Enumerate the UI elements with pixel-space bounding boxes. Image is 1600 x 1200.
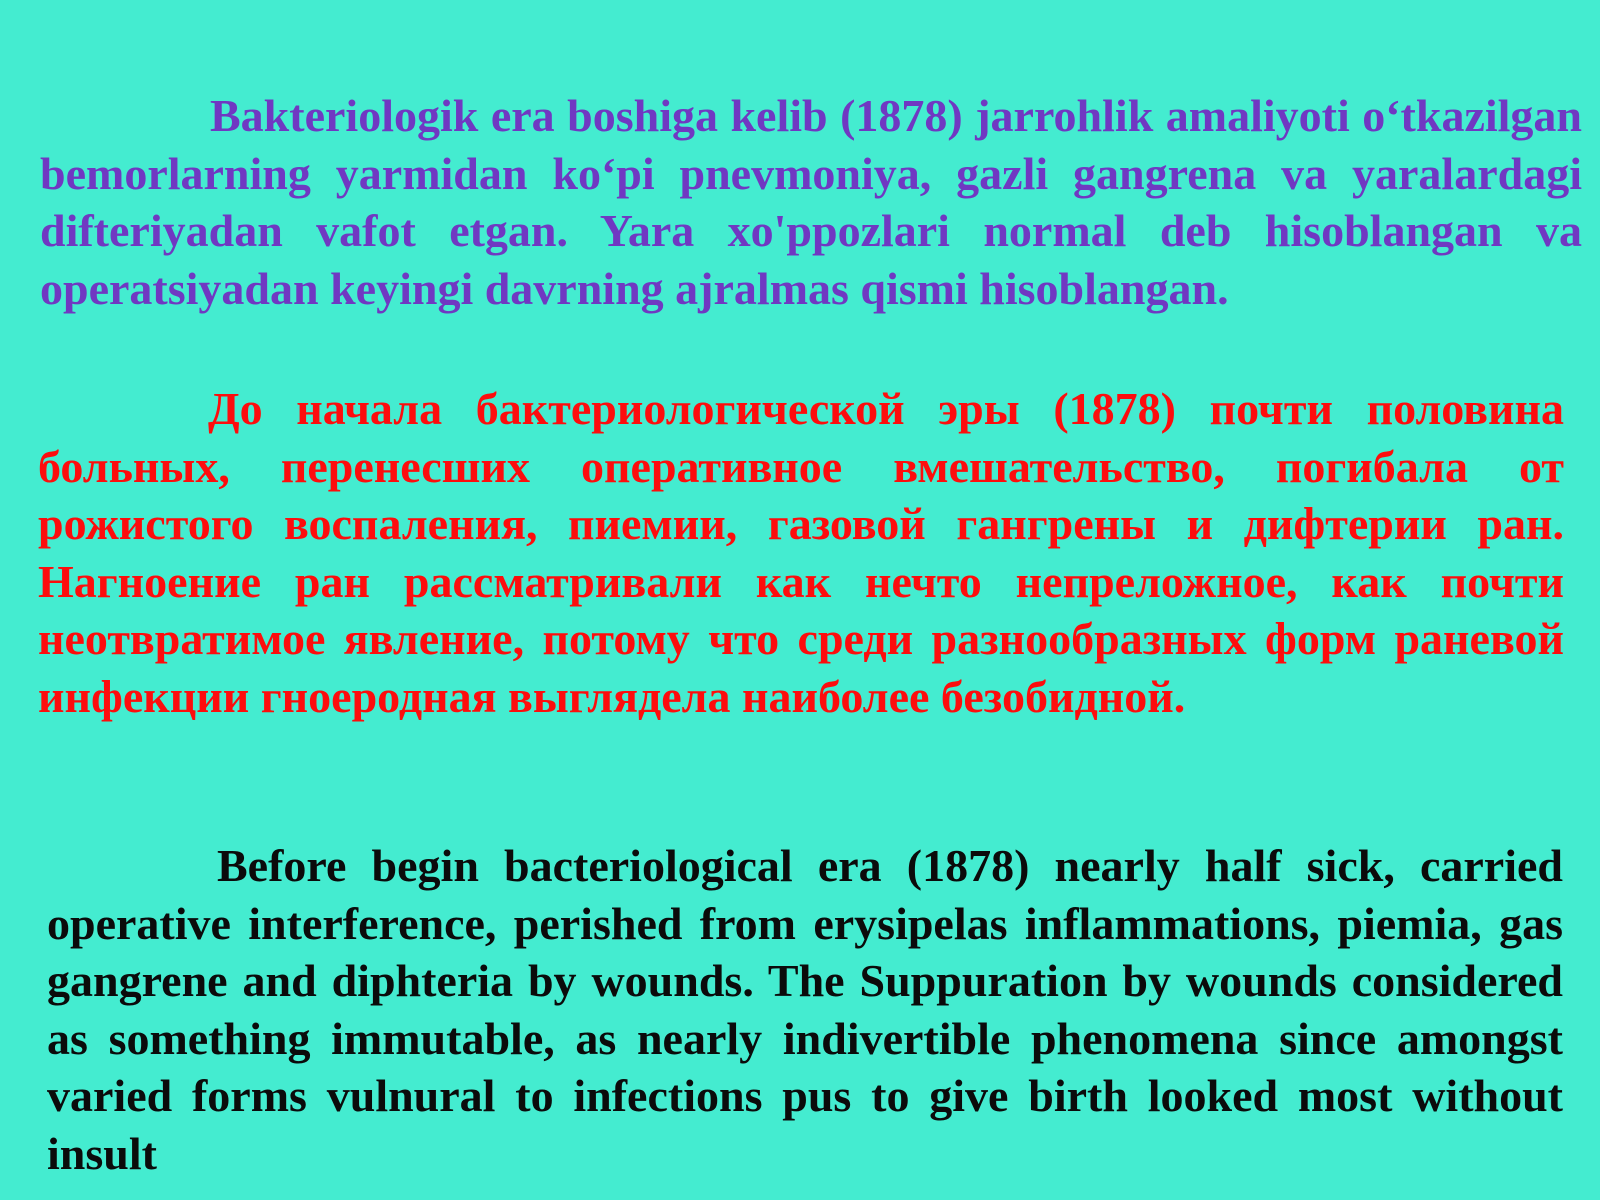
uzbek-paragraph: Bakteriologik era boshiga kelib (1878) jarrohlik amaliyoti o‘tkazilgan bemorlarning yarmidan ko‘pi pnevmoniya, gazli gangrena va yaralardagi difteriyadan vafot etgan. Yara xo'ppozlari normal deb hisoblangan va operatsiyadan keyingi davrning ajralmas qismi hisoblangan.: [40, 90, 1582, 314]
english-paragraph: Before begin bacteriological era (1878) nearly half sick, carried operative interference, perished from erysipelas inflammations, piemia, gas gangrene and diphteria by wounds. The Suppuration by wounds considered as something immutable, as nearly indivertible phenomena since amongst varied forms vulnural to infections pus to give birth looked most without insult: [47, 840, 1563, 1179]
russian-paragraph: До начала бактериологической эры (1878) почти половина больных, перенесших оперативное вмешательство, погибала от рожистого воспаления, пиемии, газовой гангрены и дифтерии ран. Нагноение ран рассматривали как нечто непреложное, как почти неотвратимое явление, потому что среди разнообразных форм раневой инфекции гноеродная выглядела наиболее безобидной.: [38, 383, 1564, 722]
